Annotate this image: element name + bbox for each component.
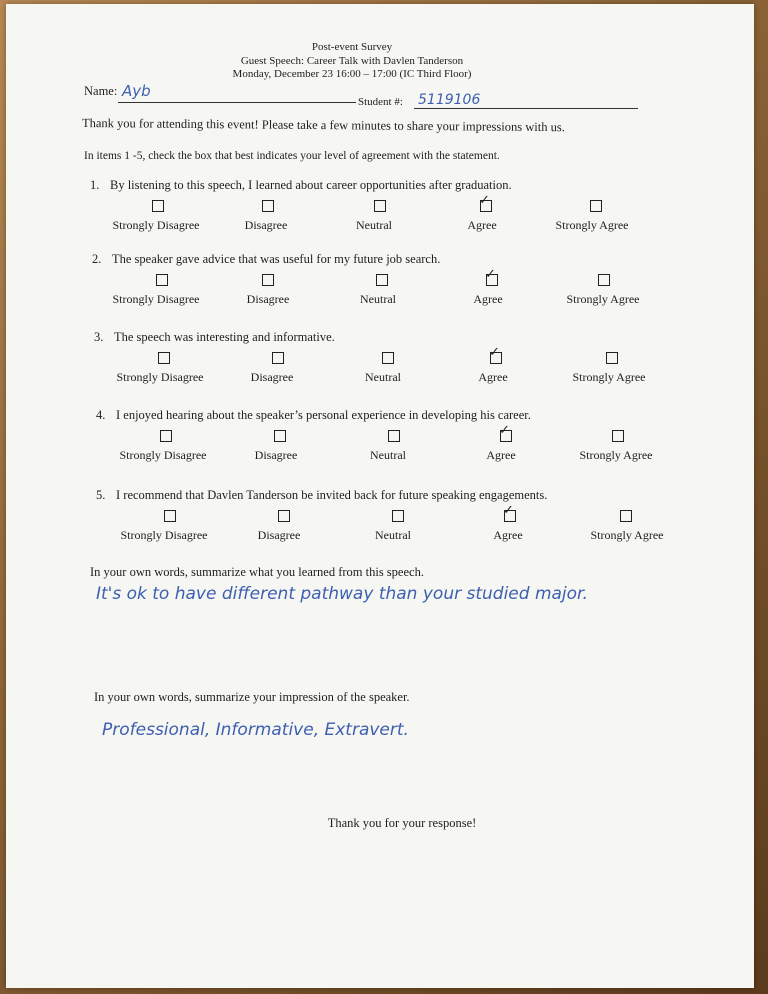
question-5-number: 5. <box>96 488 106 502</box>
question-4-label-disagree: Disagree <box>254 448 298 462</box>
question-1-label-neutral: Neutral <box>356 218 392 232</box>
question-5-checkbox-neutral[interactable] <box>392 510 404 522</box>
checkmark-icon: ✓ <box>503 503 514 518</box>
question-1-label-strongly-agree: Strongly Agree <box>555 218 629 232</box>
question-4-number: 4. <box>96 408 106 422</box>
question-1-checkbox-neutral[interactable] <box>374 200 386 212</box>
question-2-label-neutral: Neutral <box>360 292 396 306</box>
question-4-checkbox-neutral[interactable] <box>388 430 400 442</box>
student-label: Student #: <box>358 96 403 108</box>
question-1-checkbox-disagree[interactable] <box>262 200 274 212</box>
question-4-label-neutral: Neutral <box>370 448 406 462</box>
question-5-checkbox-strongly-disagree[interactable] <box>164 510 176 522</box>
name-line <box>118 102 356 103</box>
open-question-1-prompt: In your own words, summarize what you learned from this speech. <box>90 565 424 579</box>
question-2-checkbox-strongly-agree[interactable] <box>598 274 610 286</box>
question-2-label-agree: Agree <box>473 292 503 306</box>
question-5-text: I recommend that Davlen Tanderson be invited back for future speaking engagements. <box>116 488 548 502</box>
question-4-label-agree: Agree <box>486 448 516 462</box>
checkmark-icon: ✓ <box>489 345 500 360</box>
student-value: 5119106 <box>418 92 481 108</box>
name-label: Name: <box>84 84 118 98</box>
student-line <box>414 108 638 109</box>
question-1-number: 1. <box>90 178 100 192</box>
question-3-label-agree: Agree <box>478 370 508 384</box>
question-2-label-strongly-agree: Strongly Agree <box>566 292 640 306</box>
question-4-checkbox-strongly-agree[interactable] <box>612 430 624 442</box>
instructions-text: In items 1 -5, check the box that best indicates your level of agreement with the statement. <box>84 150 500 162</box>
name-value: Ayb <box>122 82 151 100</box>
question-3-label-strongly-disagree: Strongly Disagree <box>116 370 204 384</box>
question-3-number: 3. <box>94 330 104 344</box>
question-3-label-neutral: Neutral <box>365 370 401 384</box>
question-4-checkbox-disagree[interactable] <box>274 430 286 442</box>
survey-sheet <box>6 4 754 988</box>
checkmark-icon: ✓ <box>485 267 496 282</box>
question-2-number: 2. <box>92 252 102 266</box>
open-question-2-answer: Professional, Informative, Extravert. <box>102 720 409 740</box>
open-question-1-answer: It's ok to have different pathway than your studied major. <box>96 584 588 604</box>
question-4-label-strongly-agree: Strongly Agree <box>579 448 653 462</box>
question-5-label-strongly-disagree: Strongly Disagree <box>120 528 208 542</box>
question-3-label-disagree: Disagree <box>250 370 294 384</box>
closing-text: Thank you for your response! <box>327 816 477 830</box>
question-2-checkbox-disagree[interactable] <box>262 274 274 286</box>
question-2-label-strongly-disagree: Strongly Disagree <box>112 292 200 306</box>
question-3-checkbox-disagree[interactable] <box>272 352 284 364</box>
survey-datetime: Monday, December 23 16:00 – 17:00 (IC Third Floor) <box>232 68 472 80</box>
question-5-checkbox-strongly-agree[interactable] <box>620 510 632 522</box>
survey-subtitle: Guest Speech: Career Talk with Davlen Tanderson <box>240 55 464 67</box>
question-1-label-strongly-disagree: Strongly Disagree <box>112 218 200 232</box>
question-5-label-disagree: Disagree <box>257 528 301 542</box>
question-4-text: I enjoyed hearing about the speaker’s personal experience in developing his career. <box>116 408 531 422</box>
question-3-checkbox-neutral[interactable] <box>382 352 394 364</box>
question-4-checkbox-strongly-disagree[interactable] <box>160 430 172 442</box>
question-2-checkbox-strongly-disagree[interactable] <box>156 274 168 286</box>
question-2-label-disagree: Disagree <box>246 292 290 306</box>
question-1-text: By listening to this speech, I learned about career opportunities after graduation. <box>110 178 512 192</box>
question-1-label-disagree: Disagree <box>244 218 288 232</box>
question-1-checkbox-strongly-disagree[interactable] <box>152 200 164 212</box>
question-4-label-strongly-disagree: Strongly Disagree <box>119 448 207 462</box>
question-1-checkbox-strongly-agree[interactable] <box>590 200 602 212</box>
checkmark-icon: ✓ <box>499 423 510 438</box>
survey-title: Post-event Survey <box>311 41 393 53</box>
question-3-checkbox-strongly-disagree[interactable] <box>158 352 170 364</box>
question-5-checkbox-disagree[interactable] <box>278 510 290 522</box>
question-5-label-neutral: Neutral <box>375 528 411 542</box>
question-3-text: The speech was interesting and informative. <box>114 330 335 344</box>
question-5-label-agree: Agree <box>493 528 523 542</box>
question-5-label-strongly-agree: Strongly Agree <box>590 528 664 542</box>
question-2-checkbox-neutral[interactable] <box>376 274 388 286</box>
question-2-text: The speaker gave advice that was useful for my future job search. <box>112 252 441 266</box>
question-3-label-strongly-agree: Strongly Agree <box>572 370 646 384</box>
question-3-checkbox-strongly-agree[interactable] <box>606 352 618 364</box>
checkmark-icon: ✓ <box>479 193 490 208</box>
thanks-text: Thank you for attending this event! Please take a few minutes to share your impressions with us. <box>81 116 565 135</box>
question-1-label-agree: Agree <box>467 218 497 232</box>
open-question-2-prompt: In your own words, summarize your impression of the speaker. <box>94 690 410 704</box>
